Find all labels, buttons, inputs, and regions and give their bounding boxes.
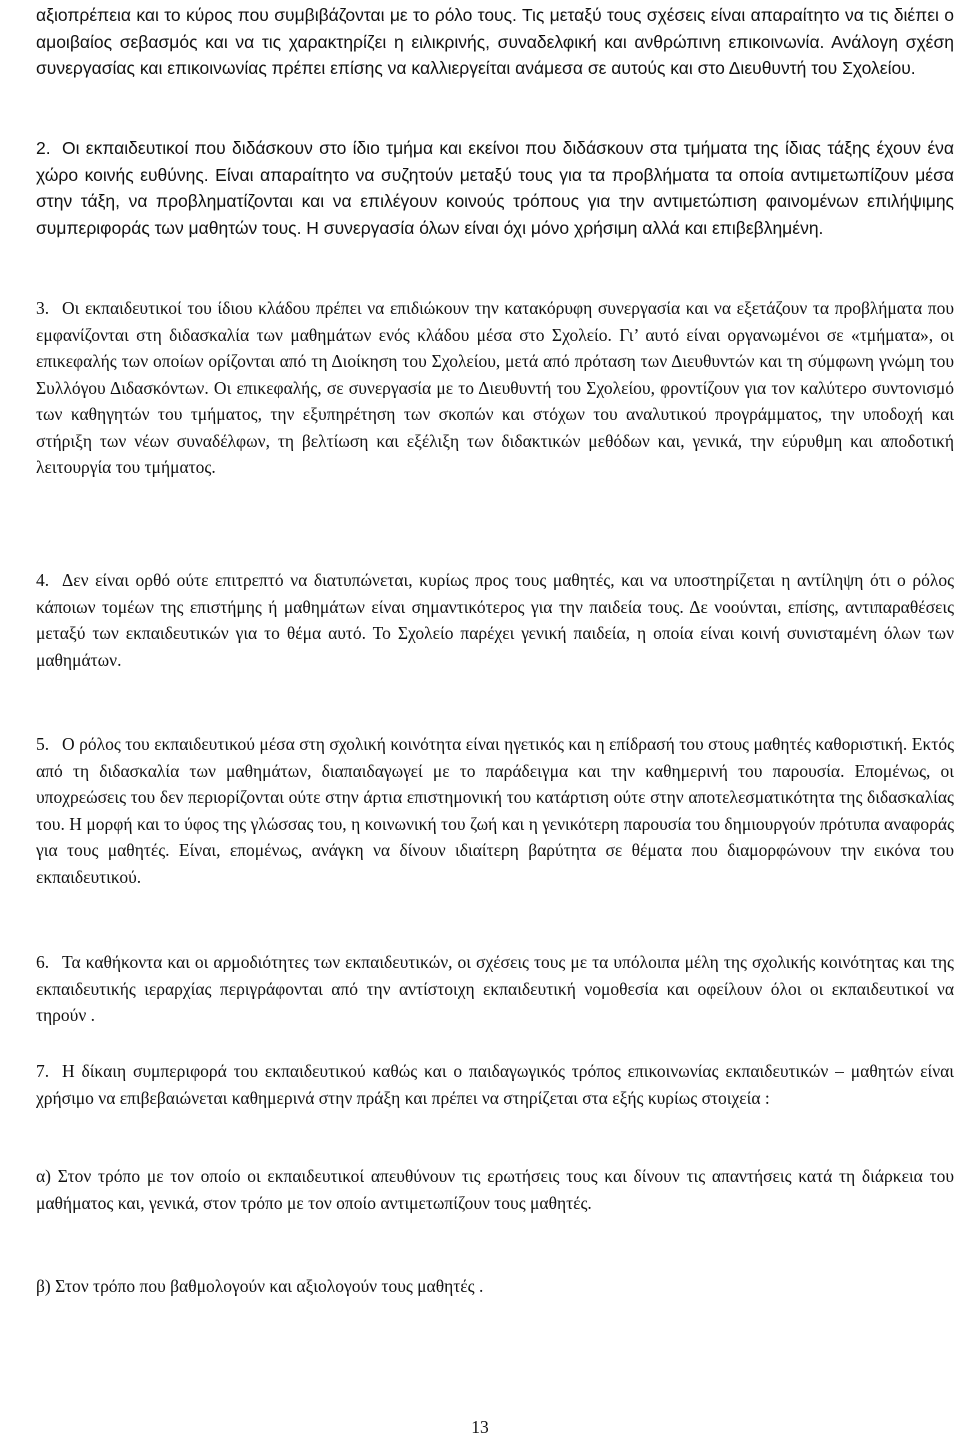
list-item-6 (36, 949, 954, 1029)
item-text: Η δίκαιη συμπεριφορά του εκπαιδευτικού καθώς και ο παιδαγωγικός τρόπος επικοινωνίας εκπαιδευτικών – μαθητών είναι χρήσιμο να επιβεβαιώνεται καθημερινά στην πράξη και πρέπει να στηρίζεται στα εξής κυρίως στοιχεία : (36, 1061, 954, 1108)
item-text: Οι εκπαιδευτικοί του ίδιου κλάδου πρέπει να επιδιώκουν την κατακόρυφη συνεργασία και να εξετάζουν τα προβλήματα που εμφανίζονται στη διδασκαλία των μαθημάτων ενός κλάδου μέσα στο Σχολείο. Γι’ αυτό είναι οργανωμένοι σε «τμήματα», οι επικεφαλής των οποίων ορίζονται από τη Διοίκηση του Σχολείου, μετά από πρόταση των Διευθυντών και τη σύμφωνη γνώμη του Συλλόγου Διδασκόντων. Οι επικεφαλής, σε συνεργασία με το Διευθυντή του Σχολείου, φροντίζουν για τον καλύτερο συντονισμό των καθηγητών του τμήματος, την εξυπηρέτηση των σκοπών και στόχων του αναλυτικού προγράμματος, την υποδοχή και στήριξη των νέων συναδέλφων, τη βελτίωση και εξέλιξη των διδακτικών μεθόδων και, γενικά, την εύρυθμη και αποδοτική λειτουργία του τμήματος. (36, 298, 954, 477)
page-number: 13 (471, 1417, 489, 1437)
item-number: 4. (36, 570, 50, 590)
intro-paragraph: αξιοπρέπεια και το κύρος που συμβιβάζονται με το ρόλο τους. Τις μεταξύ τους σχέσεις είναι απαραίτητο να τις διέπει ο αμοιβαίος σεβασμός και να τις χαρακτηρίζει η ειλικρινής, συναδελφική και ανθρώπινη επικοινωνία. Ανάλογη σχέση συνεργασίας και επικοινωνίας πρέπει επίσης να καλλιεργείται ανάμεσα σε αυτούς και στο Διευθυντή του Σχολείου. (36, 5, 954, 78)
item-text: Ο ρόλος του εκπαιδευτικού μέσα στη σχολική κοινότητα είναι ηγετικός και η επίδρασή του στους μαθητές καθοριστική. Εκτός από τη διδασκαλία των μαθημάτων, διαπαιδαγωγεί με το παράδειγμα και την καθημερινή του παρουσία. Επομένως, οι υποχρεώσεις του δεν περιορίζονται ούτε στην άρτια επιστημονική του κατάρτιση ούτε στην αποτελεσματικότητα της διδασκαλίας του. Η μορφή και το ύφος της γλώσσας του, η κοινωνική του ζωή και η γενικότερη παρουσία του δημιουργούν πρότυπα αναφοράς για τους μαθητές. Είναι, επομένως, ανάγκη να δίνουν ιδιαίτερη βαρύτητα σε θέματα που διαμορφώνουν την εικόνα του εκπαιδευτικού. (36, 734, 954, 887)
sub-item-b: β) Στον τρόπο που βαθμολογούν και αξιολογούν τους μαθητές . (36, 1276, 484, 1296)
item-number: 7. (36, 1061, 50, 1081)
sub-item-a: α) Στον τρόπο με τον οποίο οι εκπαιδευτικοί απευθύνουν τις ερωτήσεις τους και δίνουν τις απαντήσεις κατά τη διάρκεια του μαθήματος και, γενικά, στον τρόπο με τον οποίο αντιμετωπίζουν τους μαθητές. (36, 1166, 954, 1213)
list-item-4 (36, 567, 954, 673)
list-item-3 (36, 295, 954, 481)
item-text: Οι εκπαιδευτικοί που διδάσκουν στο ίδιο τμήμα και εκείνοι που διδάσκουν στα τμήματα της ίδιας τάξης έχουν ένα χώρο κοινής ευθύνης. Είναι απαραίτητο να συζητούν μεταξύ τους για τα προβλήματα τα οποία αντιμετωπίζουν μέσα στην τάξη, να προβληματίζονται και να επιλέγουν κοινούς τρόπους για την αντιμετώπιση φαινομένων επιλήψιμης συμπεριφοράς των μαθητών τους. Η συνεργασία όλων είναι όχι μόνο χρήσιμη αλλά και επιβεβλημένη. (36, 138, 954, 238)
item-number: 3. (36, 298, 50, 318)
item-number: 2. (36, 138, 51, 158)
list-item-2 (36, 135, 954, 241)
item-number: 6. (36, 952, 50, 972)
list-item-5 (36, 731, 954, 890)
item-text: Δεν είναι ορθό ούτε επιτρεπτό να διατυπώνεται, κυρίως προς τους μαθητές, και να υποστηρίζεται η αντίληψη ότι ο ρόλος κάποιων τομέων της επιστήμης ή μαθημάτων είναι σημαντικότερος για την παιδεία τους. Δε νοούνται, επίσης, αντιπαραθέσεις μεταξύ των εκπαιδευτικών για το θέμα αυτό. Το Σχολείο παρέχει γενική παιδεία, η οποία είναι κοινή συνισταμένη όλων των μαθημάτων. (36, 570, 954, 670)
item-text: Τα καθήκοντα και οι αρμοδιότητες των εκπαιδευτικών, οι σχέσεις τους με τα υπόλοιπα μέλη της σχολικής κοινότητας και της εκπαιδευτικής ιεραρχίας περιγράφονται από την αντίστοιχη εκπαιδευτική νομοθεσία και οφείλουν όλοι οι εκπαιδευτικοί να τηρούν . (36, 952, 954, 1025)
item-number: 5. (36, 734, 50, 754)
list-item-7 (36, 1058, 954, 1111)
